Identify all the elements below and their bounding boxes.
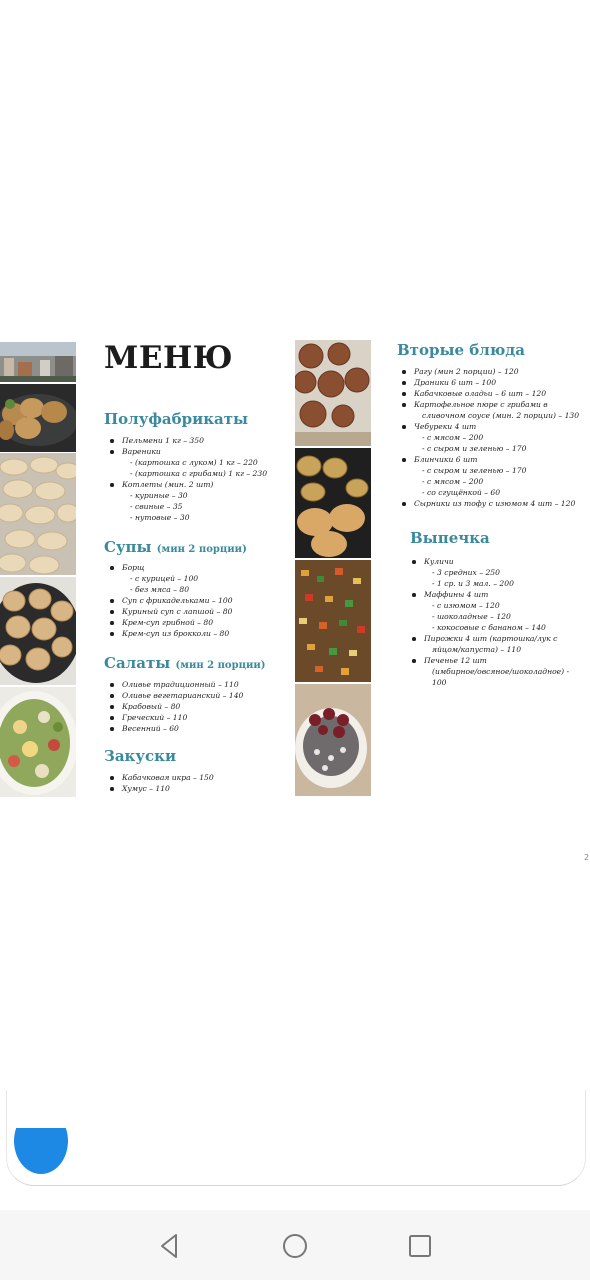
system-navigation-bar xyxy=(0,1210,590,1280)
vegetable-stew-photo xyxy=(295,560,371,682)
soups-subtitle: (мин 2 порции) xyxy=(156,544,247,555)
home-circle-icon[interactable] xyxy=(280,1231,310,1261)
menu-item: Крем-суп из брокколи – 80 xyxy=(104,628,233,639)
menu-item: Драники 6 шт – 100 xyxy=(396,377,579,388)
section-title-semi-finished: Полуфабрикаты xyxy=(104,410,249,428)
soups-list xyxy=(104,562,233,639)
menu-item: Куличи xyxy=(406,556,569,567)
semi-finished-list xyxy=(104,435,267,523)
menu-item: - со сгущёнкой – 60 xyxy=(422,488,501,497)
section-title-bakery: Выпечка xyxy=(410,529,490,547)
menu-item: - с сыром и зеленью – 170 xyxy=(422,444,527,453)
meatballs-photo xyxy=(295,340,371,446)
menu-item: - куриные – 30 xyxy=(130,491,188,500)
menu-item: - (картошка с грибами) 1 кг – 230 xyxy=(130,469,268,478)
menu-item: яйцом/капуста) – 110 xyxy=(432,645,522,654)
menu-item: Сырники из тофу с изюмом 4 шт – 120 xyxy=(396,498,579,509)
menu-item: - шоколадные – 120 xyxy=(432,612,511,621)
salads-list xyxy=(104,679,243,734)
menu-item: - нутовые – 30 xyxy=(130,513,190,522)
menu-item: - свиные – 35 xyxy=(130,502,183,511)
menu-item: Кабачковые оладьи – 6 шт – 120 xyxy=(396,388,579,399)
menu-item: Вареники xyxy=(104,446,267,457)
stuffed-zucchini-photo xyxy=(0,577,76,685)
recents-square-icon[interactable] xyxy=(405,1231,435,1261)
menu-item: Хумус – 110 xyxy=(104,783,214,794)
menu-item: - без мяса – 80 xyxy=(130,585,190,594)
menu-item: Борщ xyxy=(104,562,233,573)
menu-item: Греческий – 110 xyxy=(104,712,243,723)
menu-item: Кабачковая икра – 150 xyxy=(104,772,214,783)
menu-item: сливочном соусе (мин. 2 порции) – 130 xyxy=(422,411,580,420)
menu-item: - с сыром и зеленью – 170 xyxy=(422,466,527,475)
menu-item: - кокосовые с бананом – 140 xyxy=(432,623,546,632)
menu-item: Весенний – 60 xyxy=(104,723,243,734)
menu-item: Пирожки 4 шт (картошка/лук с xyxy=(406,633,569,644)
menu-item: - с курицей – 100 xyxy=(130,574,199,583)
menu-item: - с изюмом – 120 xyxy=(432,601,500,610)
salads-subtitle: (мин 2 порции) xyxy=(175,660,266,671)
menu-item: Котлеты (мин. 2 шт) xyxy=(104,479,267,490)
section-title-soups: Супы (мин 2 порции) xyxy=(104,538,247,556)
menu-item: - 3 средних – 250 xyxy=(432,568,500,577)
menu-item: Оливье традиционный – 110 xyxy=(104,679,243,690)
floating-action-button[interactable] xyxy=(14,1128,68,1176)
menu-item: Маффины 4 шт xyxy=(406,589,569,600)
menu-item: Оливье вегетарианский – 140 xyxy=(104,690,243,701)
vareniki-photo xyxy=(0,453,76,575)
menu-item: Картофельное пюре с грибами в xyxy=(396,399,579,410)
berry-cake-photo xyxy=(295,684,371,796)
section-title-mains: Вторые блюда xyxy=(397,341,525,359)
menu-item: 100 xyxy=(432,678,447,687)
menu-item: - с мясом – 200 xyxy=(422,477,484,486)
bottom-sheet-edge xyxy=(6,1090,586,1186)
menu-item: - с мясом – 200 xyxy=(422,433,484,442)
menu-item: Печенье 12 шт xyxy=(406,655,569,666)
menu-item: Крем-суп грибной – 80 xyxy=(104,617,233,628)
cutlets-photo xyxy=(0,384,76,452)
snacks-list xyxy=(104,772,214,794)
menu-item: Крабовый – 80 xyxy=(104,701,243,712)
menu-item: - (картошка с луком) 1 кг – 220 xyxy=(130,458,258,467)
menu-item: Рагу (мин 2 порции) – 120 xyxy=(396,366,579,377)
zucchini-fritters-photo xyxy=(295,448,371,558)
page-number: 2 xyxy=(584,853,590,862)
menu-item: - 1 ср. и 3 мал. – 200 xyxy=(432,579,514,588)
mains-list xyxy=(396,366,579,509)
menu-item: Суп с фрикадельками – 100 xyxy=(104,595,233,606)
menu-title: МЕНЮ xyxy=(104,340,234,376)
menu-item: Чебуреки 4 шт xyxy=(396,421,579,432)
bakery-list xyxy=(406,556,569,688)
salad-photo xyxy=(0,687,76,797)
menu-item: Куриный суп с лапшой – 80 xyxy=(104,606,233,617)
city-view-photo xyxy=(0,342,76,382)
menu-item: Пельмени 1 кг – 350 xyxy=(104,435,267,446)
section-title-salads: Салаты (мин 2 порции) xyxy=(104,654,266,672)
back-triangle-icon[interactable] xyxy=(154,1231,184,1261)
menu-item: (имбирное/овсяное/шоколадное) - xyxy=(432,667,570,676)
menu-item: Блинчики 6 шт xyxy=(396,454,579,465)
section-title-snacks: Закуски xyxy=(104,747,177,765)
